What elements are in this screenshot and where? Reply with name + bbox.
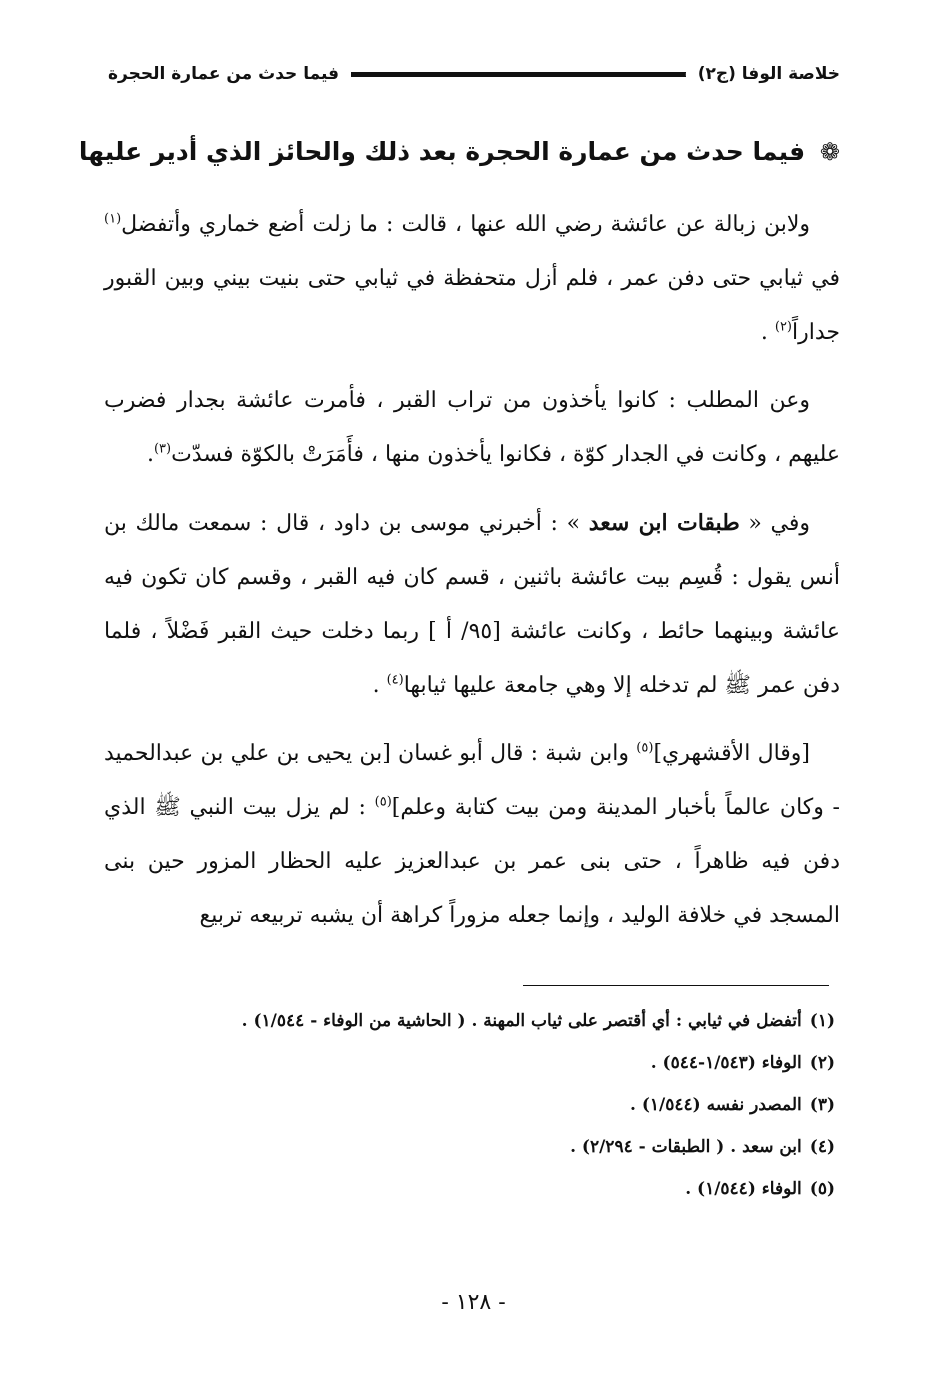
paragraph-text: . [760, 320, 775, 345]
running-header-rule [351, 72, 686, 77]
paragraph-text: » : أخبرني موسى بن داود ، قال : سمعت مالك بن أنس يقول : قُسِم بيت عائشة باثنين ، قسم كان فيه القبر ، وقسم كان تكون فيه عائشة وبينهما حائط ، وكانت عائشة [٩٥/ أ ] ربما دخلت حيث القبر فَضْلاً ، فلما دفن عمر ﷺ لم تدخله إلا وهي جامعة عليها ثيابها [104, 511, 841, 698]
paragraph-text: . [372, 673, 387, 698]
footnote-item [215, 1126, 835, 1168]
paragraph-text: ولابن زبالة عن عائشة رضي الله عنها ، قالت : ما زلت أضع خماري وأتفضل [121, 212, 810, 237]
footnote-marker: (٣) [153, 441, 172, 457]
body-paragraph [104, 374, 840, 482]
paragraph-text: . [146, 442, 154, 467]
flower-ornament-icon: ❁ [819, 138, 840, 166]
body-text [104, 198, 840, 957]
footnote-item [215, 1168, 835, 1210]
paragraph-text: وفي « [739, 511, 810, 536]
paragraph-text: وعن المطلب : كانوا يأخذون من تراب القبر ، فأمرت عائشة بجدار فضرب عليهم ، وكانت في الجدار كوّة ، فكانوا يأخذون منها ، فأَمَرَتْ بالكوّة فسدّت [104, 388, 840, 467]
body-paragraph [104, 198, 840, 360]
footnote-item [215, 1042, 835, 1084]
footnote-item [215, 1000, 835, 1042]
book-title-reference: طبقات ابن سعد [588, 510, 740, 536]
footnote-number: (١) [809, 1011, 835, 1031]
footnote-text: الوفاء (١/٥٤٣-٥٤٤) . [650, 1053, 802, 1073]
running-header [108, 58, 840, 90]
footnote-text: ابن سعد . ( الطبقات - ٢/٢٩٤) . [570, 1137, 802, 1157]
body-paragraph [104, 727, 840, 943]
body-paragraph [104, 496, 840, 713]
footnote-separator [523, 985, 829, 986]
footnote-marker: (٥) [374, 794, 392, 810]
footnote-marker: (١) [104, 211, 122, 227]
footnote-text: المصدر نفسه (١/٥٤٤) . [630, 1095, 802, 1115]
section-heading [78, 130, 840, 174]
running-header-book-title: خلاصة الوفا (ج٢) [697, 64, 840, 84]
footnote-number: (٤) [809, 1137, 835, 1157]
paragraph-text: في ثيابي حتى دفن عمر ، فلم أزل متحفظة في ثيابي حتى بنيت بيني وبين القبور جداراً [104, 266, 840, 345]
footnote-marker: (٢) [774, 319, 792, 335]
running-header-section-title: فيما حدث من عمارة الحجرة [108, 64, 340, 84]
footnote-text: أتفضل في ثيابي : أي أقتصر على ثياب المهنة . ( الحاشية من الوفاء - ١/٥٤٤) . [241, 1011, 802, 1031]
paragraph-text: وابن شبة : قال أبو غسان [بن يحيى بن علي بن عبدالحميد - وكان عالماً بأخبار المدينة ومن بيت كتابة وعلم] [104, 741, 840, 820]
footnotes [215, 1000, 835, 1210]
footnote-number: (٢) [809, 1053, 835, 1073]
paragraph-text: [وقال الأقشهري] [653, 741, 810, 766]
footnote-number: (٣) [809, 1095, 835, 1115]
section-heading-text: فيما حدث من عمارة الحجرة بعد ذلك والحائز الذي أدير عليها [78, 137, 806, 166]
page-number: - ١٢٨ - [441, 1290, 506, 1315]
footnote-marker: (٥) [636, 740, 654, 756]
footnote-item [215, 1084, 835, 1126]
footnote-marker: (٤) [386, 672, 404, 688]
paragraph-text: : لم يزل بيت النبي ﷺ الذي دفن فيه ظاهراً ، حتى بنى عمر بن عبدالعزيز عليه الحظار المزور حين بنى المسجد في خلافة الوليد ، وإنما جعله مزوراً كراهة أن يشبه تربيعه تربيع [104, 795, 840, 928]
footnote-text: الوفاء (١/٥٤٤) . [685, 1179, 802, 1199]
footnote-number: (٥) [809, 1179, 835, 1199]
